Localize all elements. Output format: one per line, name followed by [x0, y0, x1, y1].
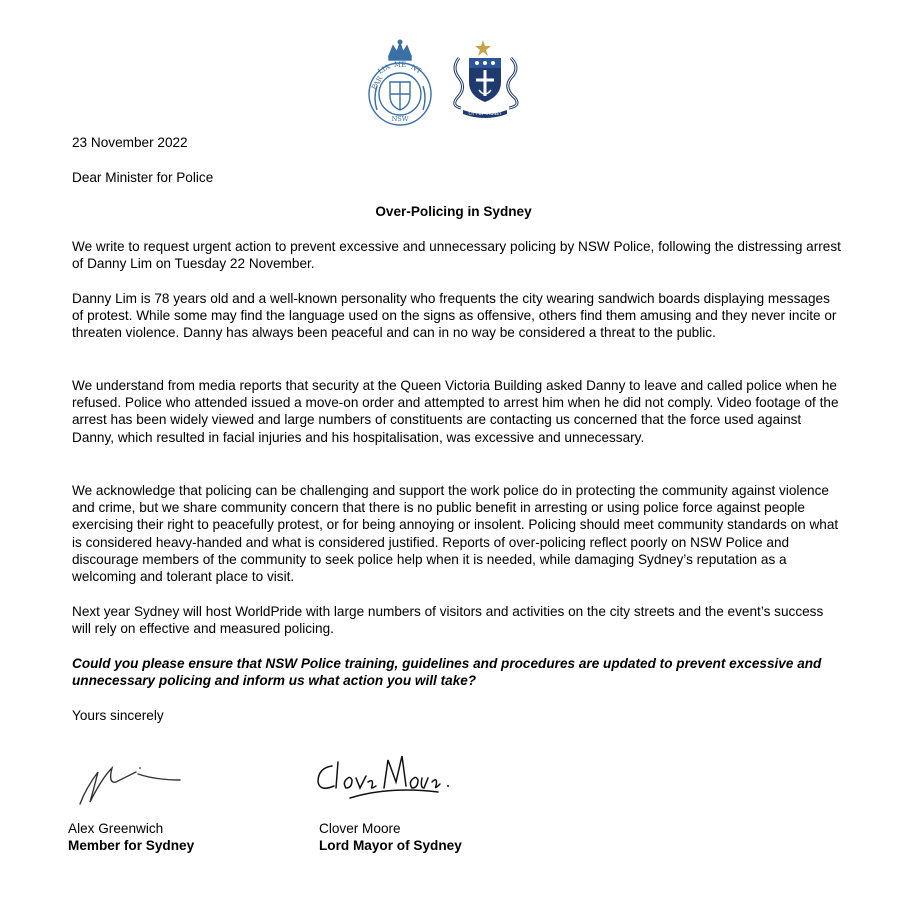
letter-subject: Over-Policing in Sydney: [375, 204, 532, 219]
svg-text:CITY OF SYDNEY: CITY OF SYDNEY: [468, 111, 502, 116]
signatory-moore: [319, 820, 462, 854]
alex-greenwich-signature-icon: [76, 758, 186, 808]
svg-text:NT: NT: [409, 63, 423, 76]
svg-text:PAR: PAR: [370, 74, 385, 92]
body-paragraph-3: We understand from media reports that security at the Queen Victoria Building asked Danny to leave and called police when he refused. Police who attended issued a move-on order and attempted to arrest him when he did not comply. Video footage of the arrest has been widely viewed and large numbers of constituents are contacting us concerned that the force used against Danny, which resulted in facial injuries and his hospitalisation, was excessive and unnecessary.: [72, 378, 839, 445]
parliament-nsw-crest-icon: [363, 38, 437, 128]
body-paragraph-1: We write to request urgent action to prevent excessive and unnecessary policing by NSW Police, following the distressing arrest of Danny Lim on Tuesday 22 November.: [72, 239, 841, 272]
closing: Yours sincerely: [72, 708, 164, 723]
signatory-greenwich: [68, 820, 194, 854]
svg-text:LIA: LIA: [376, 62, 392, 76]
clover-moore-signature-icon: [310, 748, 460, 808]
salutation: Dear Minister for Police: [72, 170, 214, 185]
letterhead-logos: [363, 38, 533, 126]
svg-text:ME: ME: [393, 61, 407, 69]
request-paragraph: Could you please ensure that NSW Police training, guidelines and procedures are updated to prevent excessive and unnecessary policing and inform us what action you will take?: [72, 656, 822, 689]
signatory-title: Member for Sydney: [68, 838, 195, 854]
signatory-name: Clover Moore: [319, 821, 401, 836]
signatory-name: Alex Greenwich: [68, 821, 164, 836]
body-paragraph-2: Danny Lim is 78 years old and a well-known personality who frequents the city wearing sandwich boards displaying messages of protest. While some may find the language used on the signs as offensive, others find them amusing and they never incite or threaten violence. Danny has always been peaceful and can in no way be considered a threat to the public.: [72, 291, 837, 341]
svg-text:NSW: NSW: [391, 115, 409, 123]
body-paragraph-4: We acknowledge that policing can be challenging and support the work police do in protecting the community against violence and crime, but we share community concern that there is no public benefit in arresting or using police force against people exercising their right to peacefully protest, or for being annoying or insolent. Policing should meet community standards on what is considered heavy-handed and what is considered justified. Reports of over-policing reflect poorly on NSW Police and discourage members of the community to seek police help when it is needed, while damaging Sydney’s reputation as a welcoming and tolerant place to visit.: [72, 483, 839, 585]
signatory-title: Lord Mayor of Sydney: [319, 838, 462, 854]
letter-date: 23 November 2022: [72, 135, 188, 150]
body-paragraph-5: Next year Sydney will host WorldPride with large numbers of visitors and activities on the city streets and the event’s success will rely on effective and measured policing.: [72, 604, 824, 637]
city-of-sydney-crest-icon: [449, 38, 525, 120]
